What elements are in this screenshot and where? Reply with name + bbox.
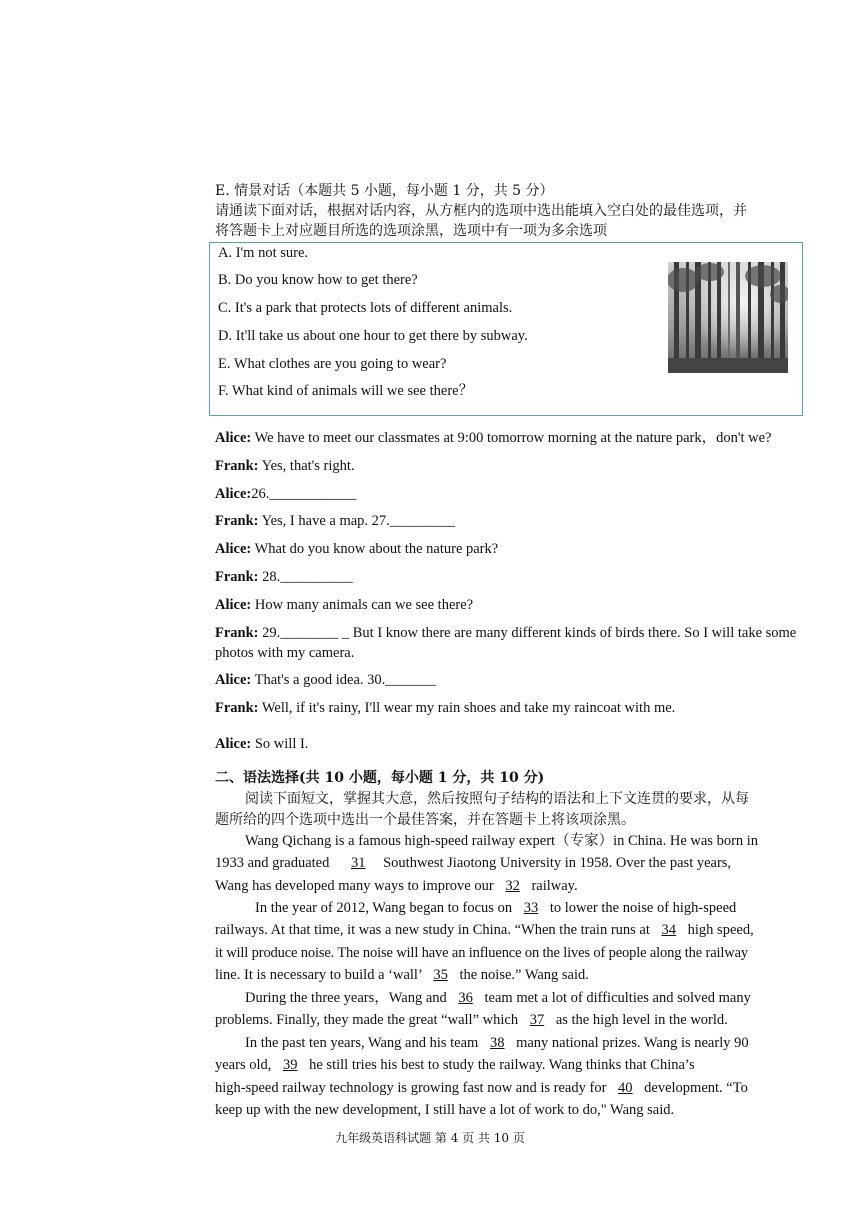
option-a: A. I'm not sure. xyxy=(218,245,309,261)
blank-34: 34 xyxy=(661,922,677,938)
section-e-instruction-1: 请通读下面对话，根据对话内容，从方框内的选项中选出能填入空白处的最佳选项，并 xyxy=(215,203,747,219)
dialogue-line-6 xyxy=(215,567,827,587)
passage-line xyxy=(215,1010,827,1031)
dialogue-text: 26.____________ xyxy=(251,486,357,502)
speaker-alice: Alice: xyxy=(215,597,252,613)
blank-33: 33 xyxy=(523,900,539,916)
option-c: C. It's a park that protects lots of different animals. xyxy=(218,300,513,316)
passage-text: problems. Finally, they made the great “wall” which xyxy=(215,1012,519,1028)
passage-text: railways. At that time, it was a new study in China. “When the train runs at xyxy=(215,922,650,938)
blank-40: 40 xyxy=(618,1080,633,1096)
speaker-frank: Frank: xyxy=(215,700,259,716)
dialogue-text: Well, if it's rainy, I'll wear my rain shoes and take my raincoat with me. xyxy=(258,700,676,716)
passage-line xyxy=(215,1078,827,1099)
passage-text: team met a lot of difficulties and solved many xyxy=(484,990,751,1006)
dialogue-line-11 xyxy=(215,734,827,754)
forest-photo xyxy=(668,262,788,373)
option-b: B. Do you know how to get there? xyxy=(218,272,418,288)
speaker-alice: Alice: xyxy=(215,486,252,502)
passage-line xyxy=(245,988,825,1009)
dialogue-line-1 xyxy=(215,428,827,448)
blank-39: 39 xyxy=(283,1057,298,1073)
section-e-instruction-2: 将答题卡上对应题目所选的选项涂黑，选项中有一项为多余选项 xyxy=(215,223,607,239)
passage-line xyxy=(215,920,827,941)
speaker-alice: Alice: xyxy=(215,541,252,557)
passage-line xyxy=(245,1033,825,1054)
dialogue-line-4 xyxy=(215,511,827,531)
passage-text: he still tries his best to study the railway. Wang thinks that China’s xyxy=(309,1057,695,1073)
speaker-alice: Alice: xyxy=(215,736,252,752)
passage-line: it will produce noise. The noise will have an influence on the lives of people along the railway xyxy=(215,945,748,961)
passage-line xyxy=(255,898,825,919)
section-2-instruction-1: 阅读下面短文，掌握其大意，然后按照句子结构的语法和上下文连贯的要求，从每 xyxy=(245,791,749,807)
dialogue-line-8 xyxy=(215,623,827,663)
dialogue-line-5 xyxy=(215,539,827,559)
dialogue-line-3 xyxy=(215,484,827,504)
dialogue-text: What do you know about the nature park? xyxy=(251,541,499,557)
option-d: D. It'll take us about one hour to get there by subway. xyxy=(218,328,528,344)
blank-36: 36 xyxy=(458,990,473,1006)
page-footer: 九年级英语科试题 第 4 页 共 10 页 xyxy=(335,1131,525,1145)
dialogue-text: 28.__________ xyxy=(258,569,353,585)
passage-text: In the past ten years, Wang and his team xyxy=(245,1035,479,1051)
passage-text: railway. xyxy=(531,878,578,894)
option-e: E. What clothes are you going to wear? xyxy=(218,356,447,372)
passage-text: Southwest Jiaotong University in 1958. Over the past years, xyxy=(383,855,732,871)
passage-text: In the year of 2012, Wang began to focus on xyxy=(255,900,513,916)
passage-text: line. It is necessary to build a ‘wall’ xyxy=(215,967,422,983)
blank-38: 38 xyxy=(489,1035,505,1051)
section-2-instruction-2: 题所给的四个选项中选出一个最佳答案，并在答题卡上将该项涂黑。 xyxy=(215,812,635,828)
passage-text: high speed, xyxy=(687,922,754,938)
passage-text: years old, xyxy=(215,1057,272,1073)
passage-text: Wang has developed many ways to improve our xyxy=(215,878,494,894)
passage-text: high-speed railway technology is growing fast now and is ready for xyxy=(215,1080,607,1096)
passage-line: keep up with the new development, I still have a lot of work to do," Wang said. xyxy=(215,1102,675,1118)
passage-line xyxy=(215,1055,827,1076)
speaker-alice: Alice: xyxy=(215,430,252,446)
passage-text: to lower the noise of high-speed xyxy=(549,900,737,916)
dialogue-text: That's a good idea. 30._______ xyxy=(251,672,437,688)
speaker-frank: Frank: xyxy=(215,458,259,474)
option-f: F. What kind of animals will we see there？ xyxy=(218,383,474,399)
section-2-title: 二、语法选择(共 10 小题，每小题 1 分，共 10 分) xyxy=(215,770,545,786)
dialogue-text: 29.________ _ But I know there are many different kinds of birds there. So I will take some photos with my camera. xyxy=(215,625,797,661)
passage-line xyxy=(215,965,827,986)
options-box xyxy=(209,242,803,416)
dialogue-line-2 xyxy=(215,456,827,476)
speaker-frank: Frank: xyxy=(215,625,259,641)
dialogue-text: Yes, that's right. xyxy=(258,458,355,474)
passage-text: development. “To xyxy=(644,1080,748,1096)
passage-text: 1933 and graduated xyxy=(215,855,330,871)
dialogue-text: We have to meet our classmates at 9:00 tomorrow morning at the nature park，don't we? xyxy=(251,430,772,446)
blank-31: 31 xyxy=(350,855,366,871)
blank-37: 37 xyxy=(529,1012,545,1028)
dialogue-line-9 xyxy=(215,670,827,690)
speaker-alice: Alice: xyxy=(215,672,252,688)
blank-32: 32 xyxy=(505,878,520,894)
dialogue-text: How many animals can we see there? xyxy=(251,597,474,613)
passage-line xyxy=(215,876,827,897)
passage-text: the noise.” Wang said. xyxy=(459,967,589,983)
dialogue-line-7 xyxy=(215,595,827,615)
passage-text: During the three years，Wang and xyxy=(245,990,447,1006)
dialogue-line-10 xyxy=(215,698,827,718)
blank-35: 35 xyxy=(433,967,448,983)
dialogue-text: So will I. xyxy=(251,736,309,752)
speaker-frank: Frank: xyxy=(215,513,259,529)
passage-text: many national prizes. Wang is nearly 90 xyxy=(516,1035,749,1051)
passage-text: as the high level in the world. xyxy=(555,1012,728,1028)
dialogue-text: Yes, I have a map. 27._________ xyxy=(258,513,456,529)
passage-line: Wang Qichang is a famous high-speed railway expert（专家）in China. He was born in xyxy=(245,833,759,849)
speaker-frank: Frank: xyxy=(215,569,259,585)
passage-line xyxy=(215,853,827,874)
section-e-title: E. 情景对话（本题共 5 小题，每小题 1 分，共 5 分） xyxy=(215,183,554,199)
